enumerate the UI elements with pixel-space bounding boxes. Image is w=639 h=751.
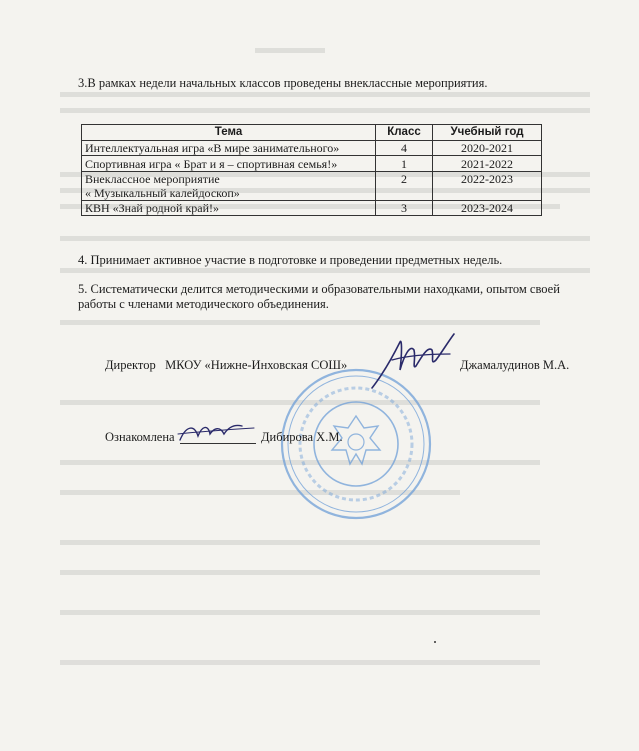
- header-year: Учебный год: [433, 125, 542, 141]
- paragraph-5-line-2: работы с членами методического объединения.: [78, 297, 329, 311]
- topic-line: Спортивная игра « Брат и я – спортивная семья!»: [85, 157, 338, 171]
- paragraph-3: 3.В рамках недели начальных классов проведены внеклассные мероприятия.: [78, 76, 488, 90]
- header-topic: Тема: [82, 125, 376, 141]
- signature-underline: [180, 443, 256, 444]
- table-row: [82, 201, 542, 216]
- topic-line: КВН «Знай родной край!»: [85, 201, 220, 215]
- activities-table: [81, 124, 542, 216]
- cell-topic: [82, 141, 376, 156]
- school-name: МКОУ «Нижне-Инховская СОШ»: [165, 358, 348, 372]
- cell-grade: 2: [376, 172, 433, 201]
- cell-topic: [82, 201, 376, 216]
- table-row: [82, 172, 542, 201]
- topic-line: Интеллектуальная игра «В мире занимательного»: [85, 141, 340, 155]
- director-name: Джамалудинов М.А.: [460, 358, 570, 372]
- header-grade: Класс: [376, 125, 433, 141]
- cell-year: 2023-2024: [433, 201, 542, 216]
- table-row: [82, 156, 542, 172]
- table-header-row: [82, 125, 542, 141]
- acquainted-label: Ознакомлена: [105, 430, 175, 444]
- director-signature: [366, 330, 458, 392]
- topic-line: Внеклассное мероприятие: [85, 172, 220, 186]
- cell-year: 2021-2022: [433, 156, 542, 172]
- cell-grade: 3: [376, 201, 433, 216]
- table-row: [82, 141, 542, 156]
- paragraph-4: 4. Принимает активное участие в подготовке и проведении предметных недель.: [78, 253, 503, 267]
- acquainted-name: Дибирова Х.М.: [261, 430, 343, 444]
- ink-dot: [434, 641, 436, 643]
- cell-topic: [82, 156, 376, 172]
- cell-year: 2020-2021: [433, 141, 542, 156]
- cell-grade: 1: [376, 156, 433, 172]
- cell-grade: 4: [376, 141, 433, 156]
- paragraph-5-line-1: 5. Систематически делится методическими и образовательными находками, опытом своей: [78, 282, 560, 296]
- cell-year: 2022-2023: [433, 172, 542, 201]
- director-line: [105, 358, 347, 373]
- cell-topic: [82, 172, 376, 201]
- director-label: Директор: [105, 358, 156, 372]
- topic-line: « Музыкальный калейдоскоп»: [85, 186, 240, 200]
